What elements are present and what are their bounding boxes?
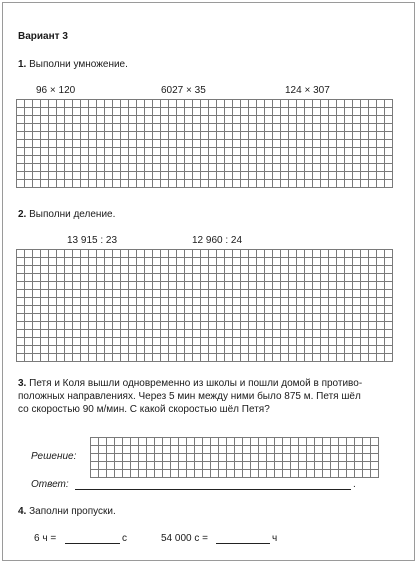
task2-number: 2.	[18, 209, 27, 220]
fill-blank-2[interactable]	[216, 543, 270, 544]
task1-instruction: Выполни умножение.	[29, 59, 128, 70]
answer-label: Ответ:	[31, 479, 69, 490]
task3-text	[18, 377, 410, 416]
task2-answer-grid[interactable]	[16, 249, 393, 362]
fill-item-2-unit: ч	[272, 533, 278, 544]
task1-expression-1: 96 × 120	[36, 85, 76, 96]
task3-number: 3.	[18, 378, 27, 389]
task2-heading	[18, 209, 115, 221]
task4-instruction: Заполни пропуски.	[29, 506, 116, 517]
task2-expression-1: 13 915 : 23	[67, 235, 118, 246]
task1-answer-grid[interactable]	[16, 99, 393, 188]
task2-expression-2: 12 960 : 24	[192, 235, 243, 246]
solution-label: Решение:	[31, 451, 77, 462]
variant-title: Вариант 3	[18, 31, 68, 42]
task4-number: 4.	[18, 506, 27, 517]
task1-expression-2: 6027 × 35	[161, 85, 206, 96]
task1-expression-3: 124 × 307	[285, 85, 330, 96]
fill-item-1-unit: с	[122, 533, 127, 544]
task3-line-1-text: Петя и Коля вышли одновременно из школы и пошли домой в противо-	[29, 378, 363, 389]
fill-item-2-left: 54 000 с =	[161, 533, 208, 544]
fill-blank-1[interactable]	[65, 543, 120, 544]
worksheet-page	[2, 2, 415, 561]
task1-number: 1.	[18, 59, 27, 70]
task3-line-1	[18, 377, 410, 390]
task4-heading	[18, 506, 116, 518]
fill-item-1-left: 6 ч =	[34, 533, 57, 544]
answer-period: .	[353, 479, 356, 490]
task2-instruction: Выполни деление.	[29, 209, 116, 220]
task1-heading	[18, 59, 128, 71]
task3-solution-grid[interactable]	[90, 437, 379, 478]
answer-line[interactable]	[75, 489, 351, 490]
task3-line-2: положных направлениях. Через 5 мин между ними было 875 м. Петя шёл	[18, 391, 361, 402]
task3-line-3: со скоростью 90 м/мин. С какой скоростью шёл Петя?	[18, 404, 270, 415]
